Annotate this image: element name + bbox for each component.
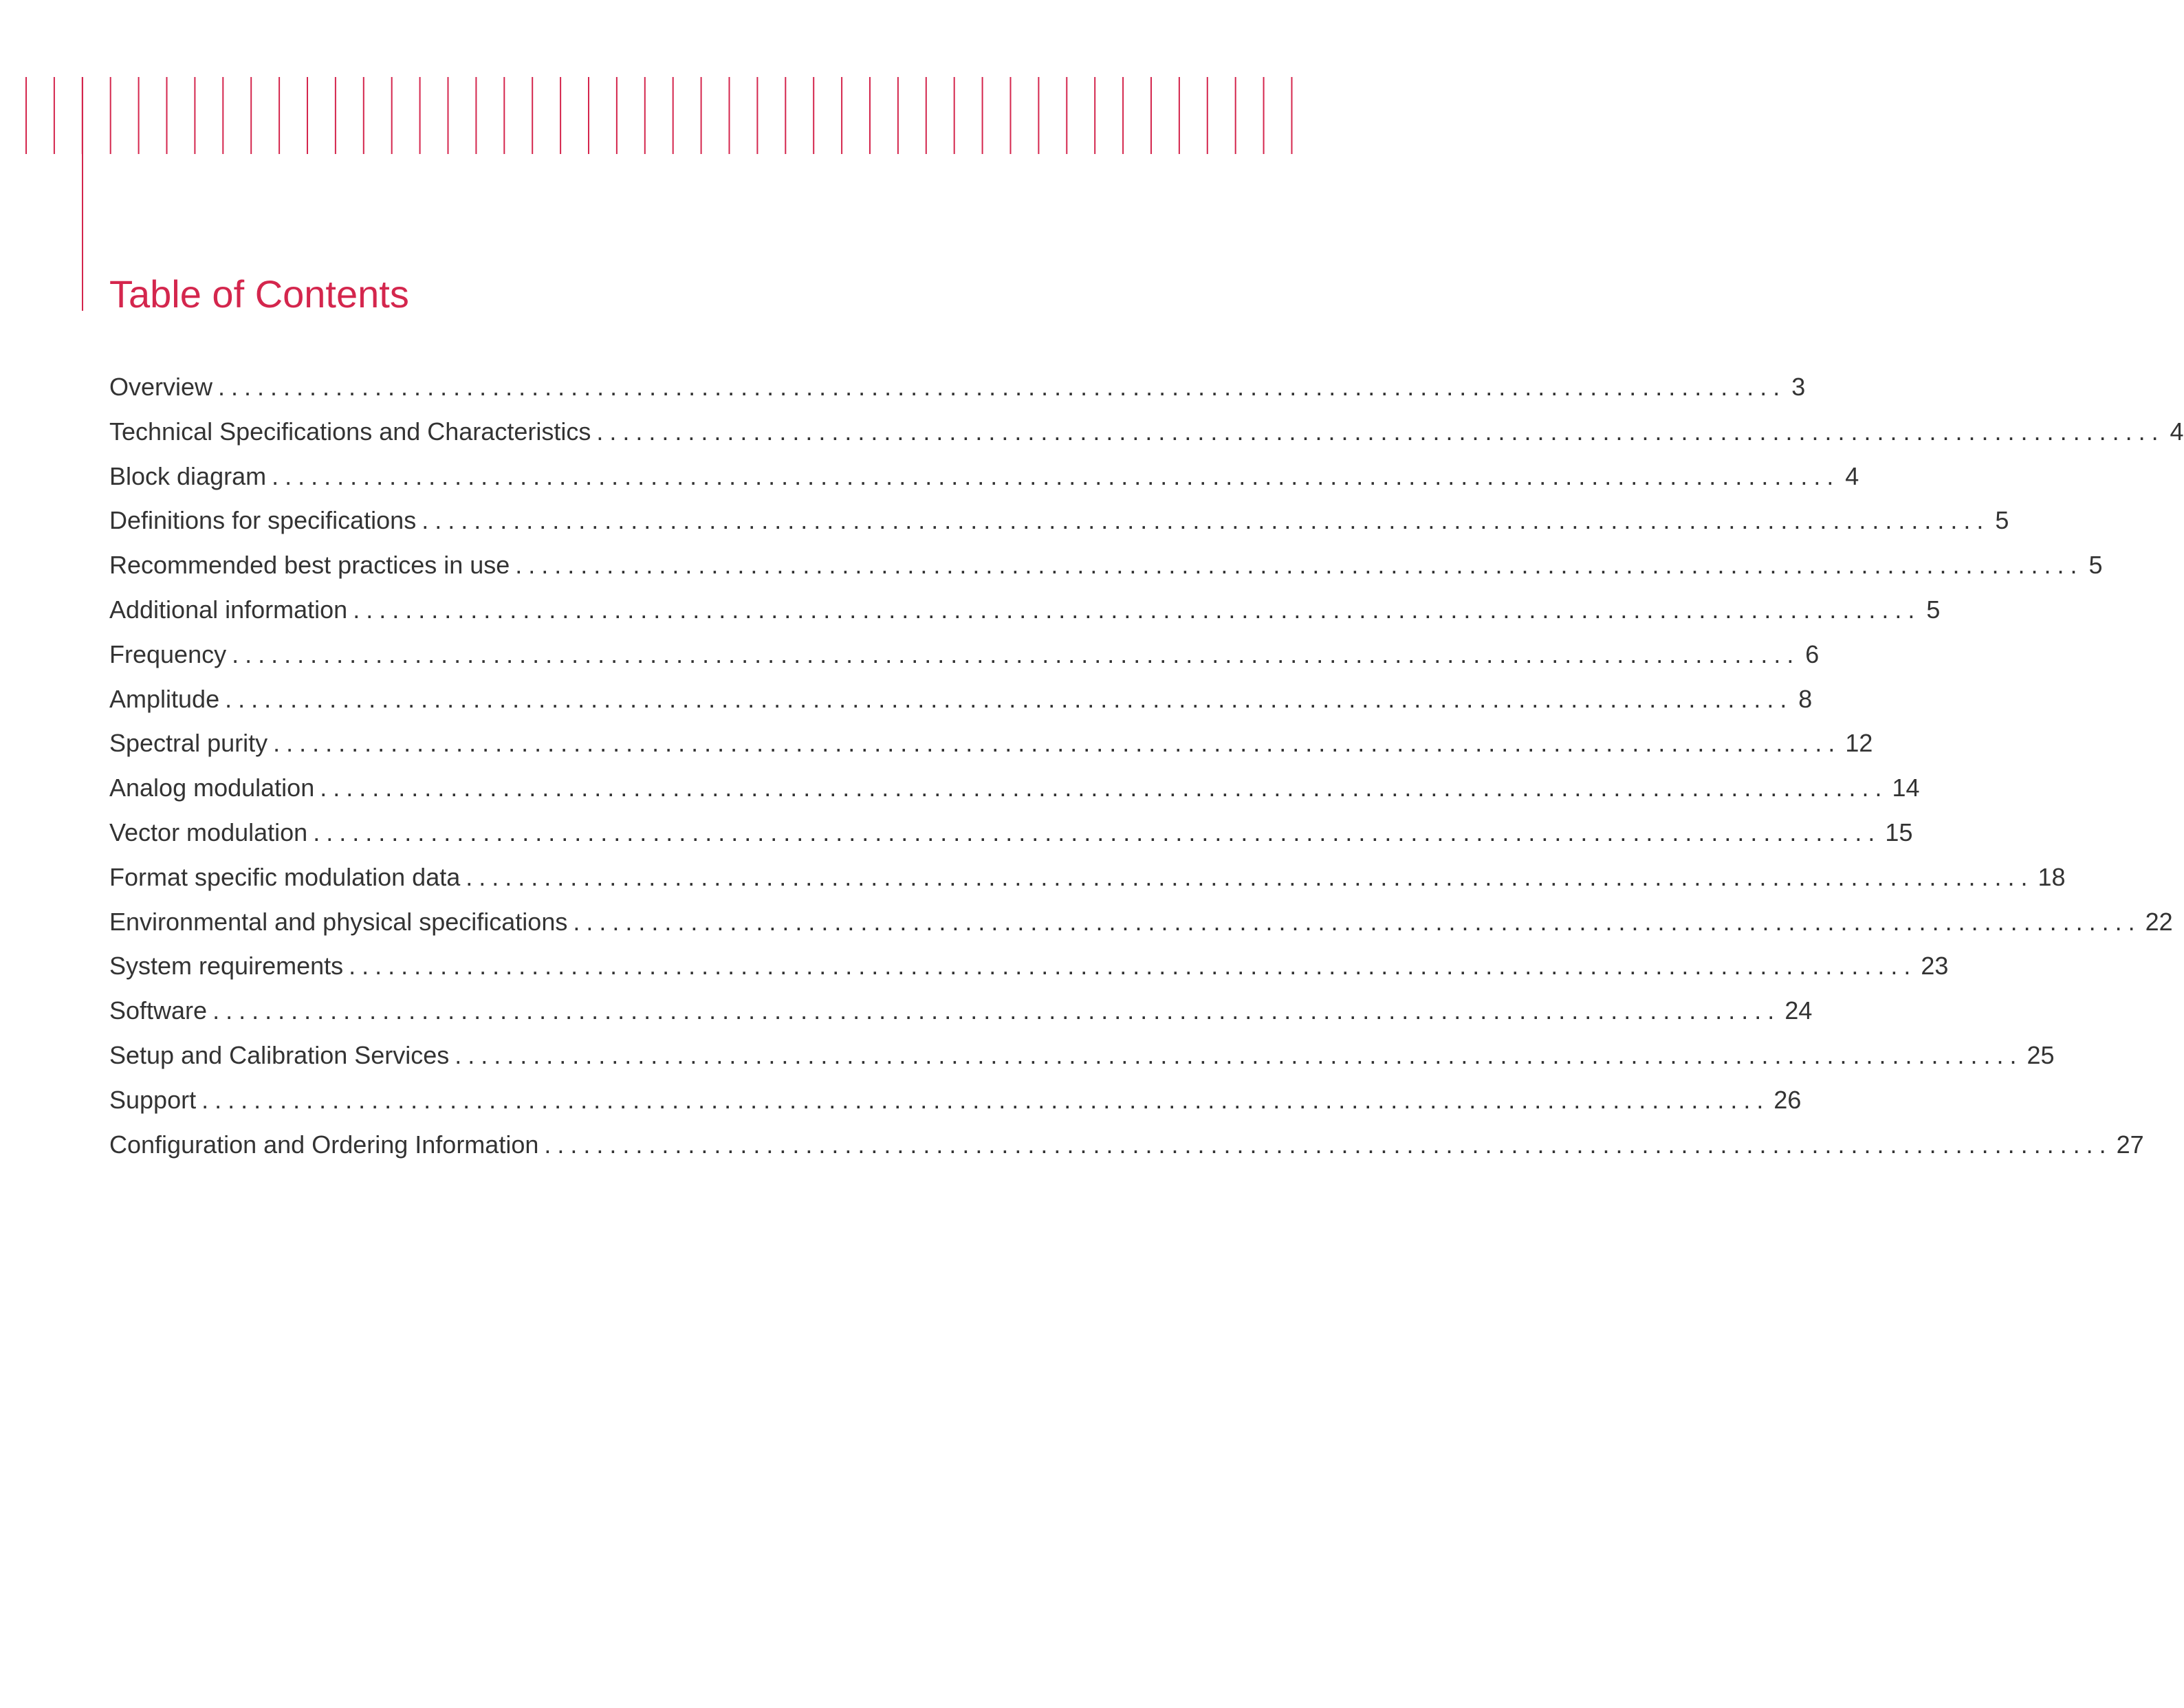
toc-entry-page: 26	[1773, 1085, 1802, 1114]
toc-entry-page: 23	[1921, 952, 1949, 981]
toc-dot-leader: ........................................................................................................................	[225, 684, 1793, 713]
toc-entry-label: Configuration and Ordering Information	[109, 1130, 539, 1159]
toc-entry-page: 4	[1845, 461, 1859, 490]
toc-entry-page: 3	[1791, 373, 1806, 401]
toc-entry-page: 22	[2145, 907, 2173, 936]
toc-entry[interactable]	[109, 684, 1813, 730]
toc-dot-leader: ........................................................................................................................	[272, 461, 1840, 490]
toc-dot-leader: ........................................................................................................................	[218, 373, 1787, 401]
toc-entry-page: 25	[2027, 1040, 2055, 1069]
toc-dot-leader: ........................................................................................................................	[201, 1085, 1770, 1114]
toc-entry-page: 4	[2170, 417, 2184, 446]
toc-entry-page: 8	[1798, 684, 1813, 713]
toc-entry[interactable]	[109, 595, 1941, 640]
toc-dot-leader: ........................................................................................................................	[422, 506, 1990, 535]
toc-entry-label: Definitions for specifications	[109, 506, 417, 535]
toc-dot-leader: ........................................................................................................................	[349, 952, 1917, 981]
toc-entry-page: 18	[2038, 862, 2066, 891]
toc-entry-page: 24	[1784, 996, 1813, 1025]
toc-entry[interactable]	[109, 952, 1949, 996]
toc-entry-label: Additional information	[109, 595, 348, 624]
toc-dot-leader: ........................................................................................................................	[313, 818, 1881, 846]
toc-entry-page: 6	[1805, 639, 1820, 668]
toc-entry[interactable]	[109, 729, 1873, 774]
toc-entry-label: Format specific modulation data	[109, 862, 461, 891]
toc-entry-label: Amplitude	[109, 684, 220, 713]
toc-entry-label: Overview	[109, 373, 213, 401]
toc-entry[interactable]	[109, 417, 2184, 462]
toc-dot-leader: ........................................................................................................................	[320, 774, 1888, 802]
toc-entry-label: Analog modulation	[109, 774, 315, 802]
toc-entry[interactable]	[109, 1130, 2144, 1175]
toc-entry[interactable]	[109, 1040, 2055, 1086]
toc-entry[interactable]	[109, 1085, 1802, 1130]
toc-entry[interactable]	[109, 818, 1913, 863]
toc-dot-leader: ........................................................................................................................	[573, 907, 2141, 936]
toc-entry[interactable]	[109, 774, 1920, 818]
toc-entry-label: Support	[109, 1085, 197, 1114]
toc-entry-label: Vector modulation	[109, 818, 308, 846]
toc-entry-label: Setup and Calibration Services	[109, 1040, 450, 1069]
toc-entry-page: 27	[2116, 1130, 2144, 1159]
toc-entry-page: 14	[1892, 774, 1920, 802]
toc-entry-label: Frequency	[109, 639, 227, 668]
toc-dot-leader: ........................................................................................................................	[212, 996, 1781, 1025]
toc-list	[109, 373, 2184, 1174]
toc-entry-label: Software	[109, 996, 208, 1025]
toc-entry-label: Spectral purity	[109, 729, 268, 758]
toc-entry-label: Block diagram	[109, 461, 267, 490]
toc-entry[interactable]	[109, 639, 1820, 685]
toc-dot-leader: ........................................................................................................................	[232, 639, 1800, 668]
toc-entry[interactable]	[109, 373, 1806, 417]
toc-dot-leader: ........................................................................................................................	[515, 551, 2084, 580]
toc-entry[interactable]	[109, 996, 1813, 1041]
toc-entry[interactable]	[109, 551, 2103, 595]
toc-entry-label: System requirements	[109, 952, 344, 981]
page-title: Table of Contents	[109, 272, 409, 316]
toc-dot-leader: ........................................................................................................................	[466, 862, 2034, 891]
toc-dot-leader: ........................................................................................................................	[273, 729, 1842, 758]
toc-entry-label: Technical Specifications and Characteristics	[109, 417, 591, 446]
toc-entry[interactable]	[109, 862, 2066, 908]
toc-entry-page: 15	[1885, 818, 1913, 846]
toc-entry-page: 5	[1995, 506, 2009, 535]
toc-entry-label: Recommended best practices in use	[109, 551, 510, 580]
toc-dot-leader: ........................................................................................................................	[596, 417, 2165, 446]
toc-entry-page: 12	[1845, 729, 1873, 758]
toc-entry[interactable]	[109, 907, 2173, 952]
toc-dot-leader: ........................................................................................................................	[544, 1130, 2112, 1159]
toc-entry-page: 5	[2088, 551, 2103, 580]
toc-entry-page: 5	[1926, 595, 1941, 624]
toc-entry-label: Environmental and physical specifications	[109, 907, 568, 936]
toc-entry[interactable]	[109, 461, 1859, 507]
toc-entry[interactable]	[109, 506, 2009, 551]
toc-dot-leader: ........................................................................................................................	[353, 595, 1921, 624]
toc-dot-leader: ........................................................................................................................	[455, 1040, 2023, 1069]
